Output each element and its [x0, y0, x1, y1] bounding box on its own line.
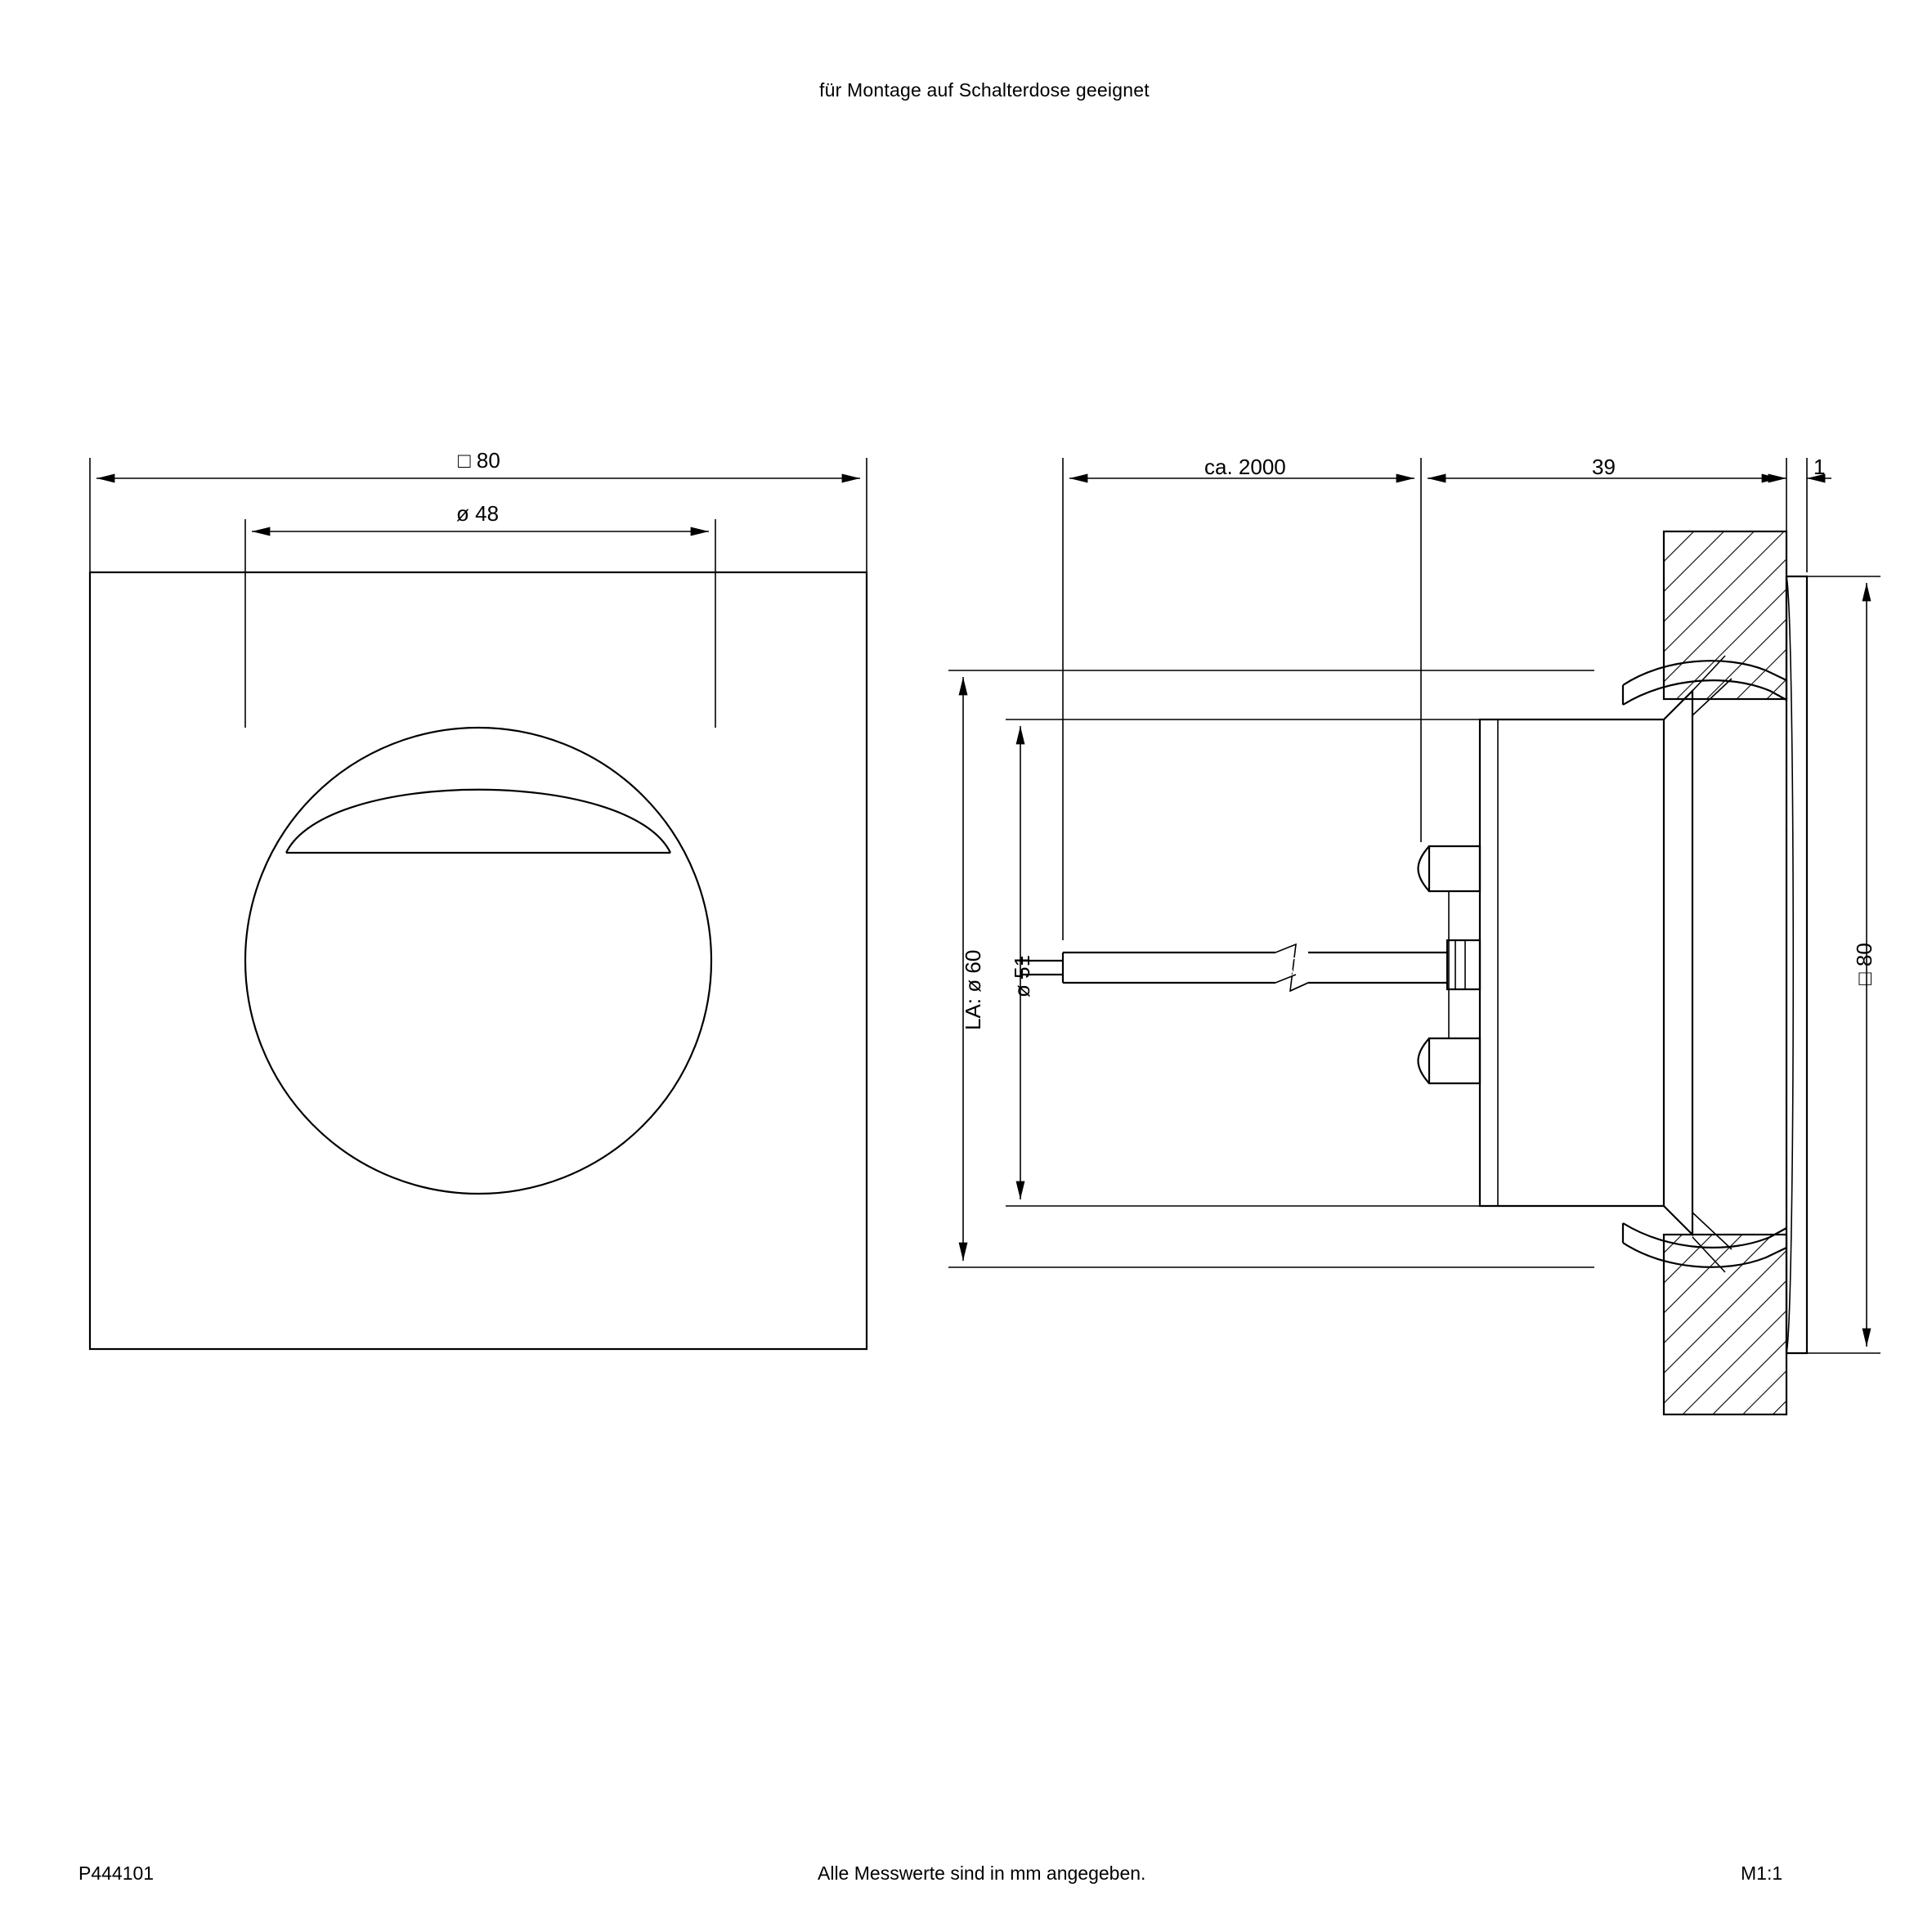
- dim-label-face-thickness: 1: [1813, 455, 1826, 479]
- front-view-geometry: [90, 458, 867, 1349]
- dim-label-cable-length: ca. 2000: [1204, 455, 1286, 479]
- footer-article-code: P444101: [78, 1863, 155, 1884]
- footer-note: Alle Messwerte sind in mm angegeben.: [818, 1863, 1146, 1884]
- dim-label-inner-circle: ø 48: [456, 501, 500, 526]
- header-note: für Montage auf Schalterdose geeignet: [819, 79, 1150, 101]
- dim-label-cutout-diameter: LA: ø 60: [961, 949, 985, 1030]
- dim-label-outer-square: □ 80: [458, 448, 500, 473]
- dim-label-housing-diameter: ø 51: [1010, 954, 1034, 997]
- footer-scale: M1:1: [1741, 1863, 1783, 1884]
- section-view-geometry: [948, 458, 1880, 1414]
- dim-label-body-depth: 39: [1592, 455, 1616, 479]
- dim-label-face-height: □ 80: [1852, 943, 1876, 985]
